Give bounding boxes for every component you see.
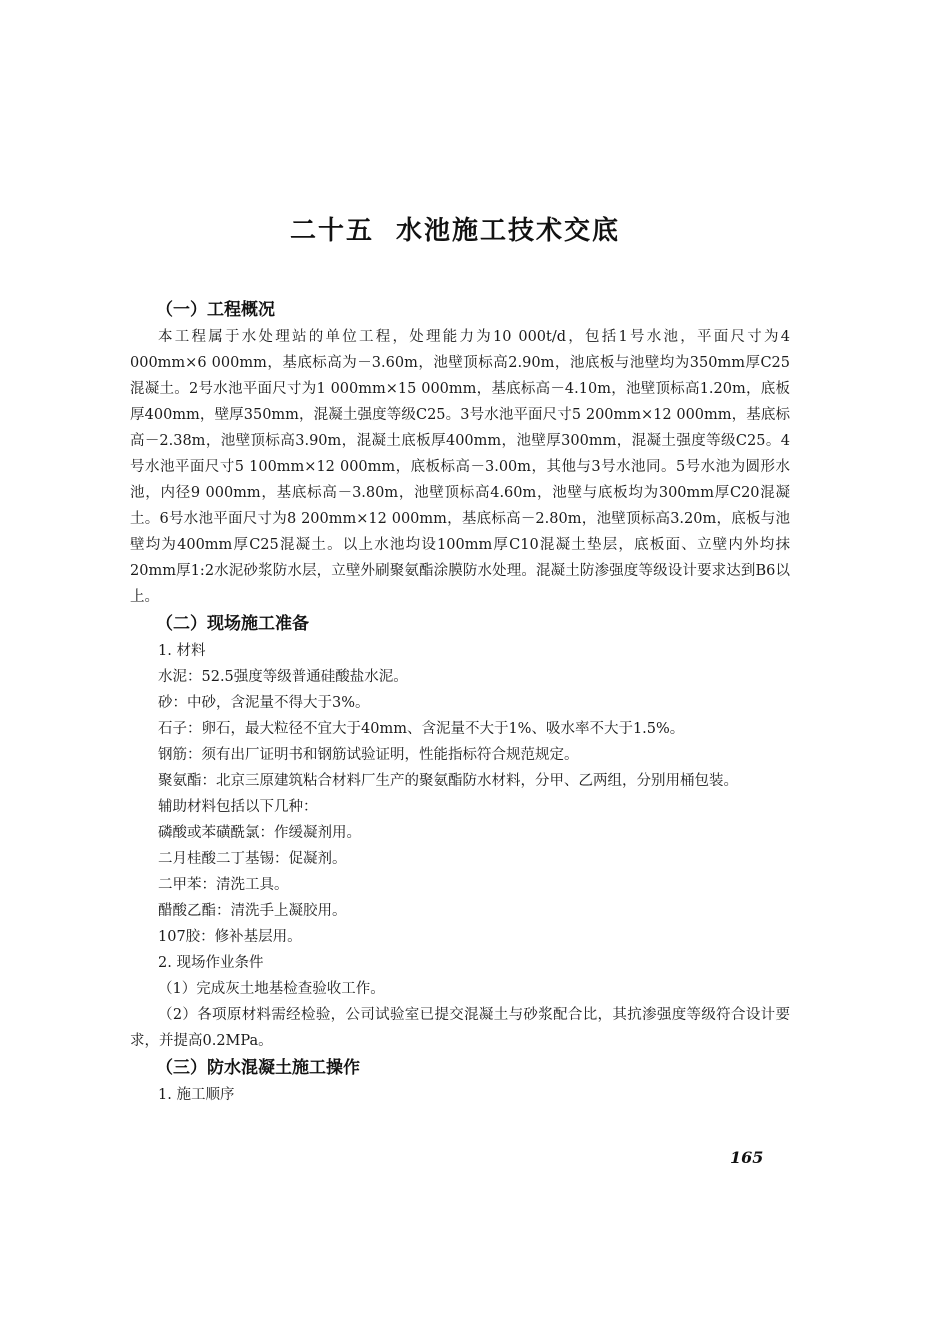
auxiliary-item: 二甲苯：清洗工具。 <box>158 877 289 893</box>
chapter-title-text: 水池施工技术交底 <box>396 216 621 246</box>
section-heading-overview: （一）工程概况 <box>156 300 275 320</box>
auxiliary-item: 醋酸乙酯：清洗手上凝胶用。 <box>158 903 347 919</box>
auxiliary-item: 磷酸或苯磺酰氯：作缓凝剂用。 <box>158 825 361 841</box>
subheading-site-conditions: 2. 现场作业条件 <box>158 955 264 971</box>
material-stone: 石子：卵石，最大粒径不宜大于40mm、含泥量不大于1%、吸水率不大于1.5%。 <box>158 721 685 737</box>
auxiliary-intro: 辅助材料包括以下几种： <box>158 799 318 815</box>
section-heading-operation: （三）防水混凝土施工操作 <box>156 1058 360 1078</box>
condition-item: （2）各项原材料需经检验，公司试验室已提交混凝土与砂浆配合比，其抗渗强度等级符合设计要求，并提高0.2MPa。 <box>130 1007 790 1049</box>
section-heading-preparation: （二）现场施工准备 <box>156 614 309 634</box>
overview-paragraph: 本工程属于水处理站的单位工程，处理能力为10 000t/d，包括1号水池，平面尺寸为4 000mm×6 000mm，基底标高为－3.60m，池壁顶标高2.90m，池底板与池壁均为350mm厚C25混凝土。2号水池平面尺寸为1 000mm×15 000mm，基底标高－4.10m，池壁顶标高1.20m，底板厚400mm，壁厚350mm，混凝土强度等级C25。3号水池平面尺寸5 200mm×12 000mm，基底标高－2.38m，池壁顶标高3.90m，混凝土底板厚400mm，池壁厚300mm，混凝土强度等级C25。4号水池平面尺寸5 100mm×12 000mm，底板标高－3.00m，其他与3号水池同。5号水池为圆形水池，内径9 000mm，基底标高－3.80m，池壁顶标高4.60m，池壁与底板均为300mm厚C20混凝土。6号水池平面尺寸为8 200mm×12 000mm，基底标高－2.80m，池壁顶标高3.20m，底板与池壁均为400mm厚C25混凝土。以上水池均设100mm厚C10混凝土垫层，底板面、立壁内外均抹20mm厚1:2水泥砂浆防水层，立壁外刷聚氨酯涂膜防水处理。混凝土防渗强度等级设计要求达到B6以上。 <box>130 329 790 605</box>
material-polyurethane: 聚氨酯：北京三原建筑粘合材料厂生产的聚氨酯防水材料，分甲、乙两组，分别用桶包装。 <box>158 773 738 789</box>
auxiliary-item: 二月桂酸二丁基锡：促凝剂。 <box>158 851 347 867</box>
material-rebar: 钢筋：须有出厂证明书和钢筋试验证明，性能指标符合规范规定。 <box>158 747 579 763</box>
material-cement: 水泥：52.5强度等级普通硅酸盐水泥。 <box>158 669 408 685</box>
auxiliary-item: 107胶：修补基层用。 <box>158 929 302 945</box>
chapter-title <box>0 210 910 247</box>
chapter-number: 二十五 <box>289 216 374 246</box>
material-sand: 砂：中砂，含泥量不得大于3%。 <box>158 695 370 711</box>
page-content <box>130 296 790 1108</box>
subheading-materials: 1. 材料 <box>158 643 206 659</box>
page-number: 165 <box>730 1148 764 1167</box>
subheading-sequence: 1. 施工顺序 <box>158 1087 235 1103</box>
condition-item: （1）完成灰土地基检查验收工作。 <box>158 981 385 997</box>
